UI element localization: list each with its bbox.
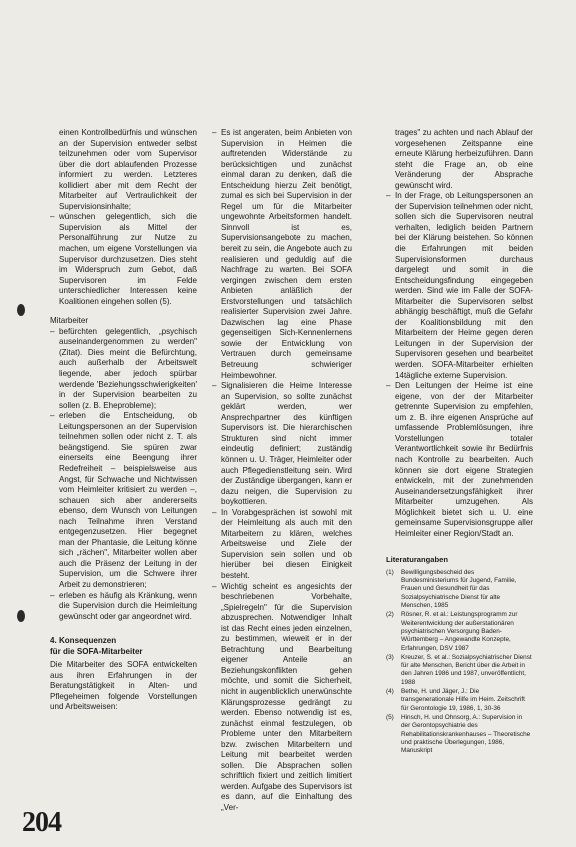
section-heading [50,636,197,657]
list-item: – Den Leitungen der Heime ist eine eigene, von der der Mitarbeiter getrennte Supervision zu empfehlen, um z. B. ihre eigenen Ansprüche auf umfassende Problemlösungen, ihre Vorstellungen totaler Verantwortlichkeit sowie ihr Bedürfnis nach Kontrolle zu bearbeiten. Auch können sie dort eigene Strategien entwickeln, mit der zunehmenden Auseinandersetzungsfähigkeit ihrer Mitarbeiter umzugehen. Als Möglichkeit bietet sich u. U. eine gemeinsame Supervisionsgruppe aller Heimleiter einer Region/Stadt an. [386,381,533,539]
leitung-list [50,212,197,307]
literature-text: Bethe, H. und Jäger, J.: Die transgenerationale Hilfe im Heim. Zeitschrift für Gerontologie 19, 1986, 1, 30-36 [401,688,525,712]
literature-text: Hinsch, H. und Ohnsorg, A.: Supervision in der Gerontopsychiatrie des Rehabilitationskrankenhauses – Theoretische und praktische Überlegungen, 1986, Manuskript [401,713,531,755]
section-paragraph: Die Mitarbeiter des SOFA entwickelten aus ihren Erfahrungen in der Beratungstätigkeit in Alten- und Pflegeheimen folgende Vorstellungen und Arbeitsweisen: [50,660,197,712]
literature-number: (2) [386,611,394,619]
literature-list [386,569,533,756]
literature-entry [386,714,533,755]
konsequenzen-list-continued [386,191,533,539]
section-heading-line: 4. Konsequenzen [50,636,117,646]
literature-text: Kreuzer, S. et al.: Sozialpsychiatrischer Dienst für alte Menschen, Bericht über die Arbeit in den Jahren 1986 und 1987, unveröffentlicht, 1988 [401,653,532,686]
literature-section [386,555,533,755]
literature-entry [386,654,533,687]
list-item: – In Vorabgesprächen ist sowohl mit der Heimleitung als auch mit den Mitarbeitern zu klären, welches Arbeitsweise und Ziele der Supervision sein sollen und ob hierüber bei diesen Einigkeit besteht. [212,508,352,582]
list-item-continuation: trages" zu achten und nach Ablauf der vorgesehenen Zeitspanne eine erneute Klärung herbeizuführen. Dann steht die Frage an, ob eine Veränderung der Absprache gewünscht wird. [395,128,533,190]
literature-number: (1) [386,568,394,576]
list-item: – In der Frage, ob Leitungspersonen an der Supervision teilnehmen oder nicht, sollen sich die Supervisoren neutral verhalten, lediglich beiden Partnern bei der Klärung beistehen. So können die Erfahrungen mit beiden Supervisionsformen durchaus dargelegt und somit in die Entscheidungsfindung eingegeben werden. Sind wie im Falle der SOFA-Mitarbeiter die Supervisoren selbst abhängig beschäftigt, muß die Gefahr der Koalitionsbildung mit den Mitarbeitern der Heime gegen deren Leitungen in der Supervision der Supervisoren gesehen und bearbeitet werden. SOFA-Mitarbeiter erhielten 14tägliche externe Supervision. [386,191,533,381]
mitarbeiter-list [50,327,197,622]
list-item: – Signalisieren die Heime Interesse an Supervision, so sollte zunächst geklärt werden, wer Ansprechpartner des künftigen Supervisors ist. Die hierarchischen Strukturen sind nicht immer eindeutig definiert; zuständig können u. U. Träger, Heimleiter oder auch Pflegedienstleitung sein. Wird der Zuständige übergangen, kann er dazu neigen, die Supervision zu boykottieren. [212,381,352,508]
literature-heading: Literaturangaben [386,555,449,565]
list-item-continuation: einen Kontrollbedürfnis und wünschen an der Supervision entweder selbst teilzunehmen oder vom Supervisor über die dort ablaufenden Prozesse informiert zu werden. Letzteres kollidiert aber mit dem Recht der Mitarbeiter auf Vertraulichkeit der Supervisionsinhalte; [59,128,197,211]
literature-number: (5) [386,713,394,721]
literature-text: Bewilligungsbescheid des Bundesministeriums für Jugend, Familie, Frauen und Gesundheit für das Sozialpsychiatrische Dienst für alte Menschen, 1985 [401,568,517,610]
list-item: – Wichtig scheint es angesichts der beschriebenen Vorbehalte, „Spielregeln" für die Supervision abzusprechen. Notwendiger Inhalt ist das Recht eines jeden einzelnen, zu bestimmen, wieweit er in der Betrachtung und Bearbeitung eigener Anteile an Beziehungskonflikten gehen möchte, und somit die Sicherheit, nicht in augenblicklich unerwünschte Klärungsprozesse gedrängt zu werden. Ebenso notwendig ist es, zunächst einmal festzulegen, ob Probleme unter den Mitarbeitern bzw. zwischen Mitarbeitern und Leitung mit bearbeitet werden sollen. Die Absprachen sollen schriftlich fixiert und zeitlich limitiert werden. Aufgabe des Supervisors ist es dann, auf die Einhaltung des „Ver- [212,582,352,814]
column-middle [212,128,352,814]
column-left [50,128,197,713]
column-right [386,128,533,756]
list-item: – erleben die Entscheidung, ob Leitungspersonen an der Supervision teilnehmen sollen oder nicht z. T. als beängstigend. Sie spüren zwar einerseits eine Beengung ihrer Redefreiheit – beispielsweise aus Angst, für Schwache und Nichtwissen vom Heimleiter kritisiert zu werden –, schauen sich aber andererseits ebenso, dem Wunsch von Leitungen nach Teilnahme ihren Verstand entgegenzusetzen. Hier begegnet man der Phantasie, die Leitung könne sich „rächen", Mitarbeiter wollen aber auch die Präsenz der Leitung in der Supervision, um die Schwere ihrer Arbeit zu demonstrieren; [50,411,197,590]
mitarbeiter-heading: Mitarbeiter [50,316,89,326]
konsequenzen-list [212,128,352,814]
punch-hole-mark [17,304,25,316]
literature-entry [386,688,533,713]
literature-entry [386,569,533,610]
list-item: – Es ist angeraten, beim Anbieten von Supervision in Heimen die auftretenden Widerstände zu berücksichtigen und zunächst einmal daran zu denken, daß die Entscheidung hierzu Zeit benötigt, zumal es sich bei Supervision in der Regel um für die Mitarbeiter ungewohnte Arbeitsformen handelt. Sinnvoll ist es, Supervisionsangebote zu machen, bereit zu sein, die Angebote auch zu realisieren und geduldig auf die Nachfrage zu warten. Bei SOFA vergingen zwischen dem ersten Anbieten anläßlich der Erstvorstellungen und tatsächlich realisierter Supervision zwei Jahre. Dazwischen lag eine Phase gegenseitigen Sich-Kennenlernens sowie der Entwicklung von Vertrauen durch gemeinsame Betreuung schwieriger Heimbewohner. [212,128,352,381]
literature-text: Rösner, R. et al.: Leistungsprogramm zur Weiterentwicklung der außerstationären psychiatrischen Versorgung Baden-Württemberg – Angewandte Konzepte, Erfahrungen, DSV 1987 [401,611,518,652]
punch-hole-mark [17,610,25,622]
literature-entry [386,611,533,652]
literature-number: (4) [386,688,394,696]
page-number: 204 [22,807,61,838]
section-heading-line: für die SOFA-Mitarbeiter [50,646,143,656]
literature-number: (3) [386,653,394,661]
list-item: – befürchten gelegentlich, „psychisch auseinandergenommen zu werden" (Zitat). Dies meint die Befürchtung, auch außerhalb der Arbeitswelt liegende, aber jedoch spürbar werdende 'Beziehungsschwierigkeiten' in der Supervision bearbeiten zu sollen (z. B. Eheprobleme); [50,327,197,411]
list-item: – erleben es häufig als Kränkung, wenn die Supervision durch die Heimleitung gewünscht oder gar angeordnet wird. [50,591,197,623]
list-item: – wünschen gelegentlich, sich die Supervision als Mittel der Personalführung zur Nutze zu machen, um eigene Vorstellungen via Supervisor durchzusetzen. Dies steht im Widerspruch zum Gebot, daß Supervisoren im Felde unterschiedlicher Interessen keine Koalitionen eingehen sollen (5). [50,212,197,307]
